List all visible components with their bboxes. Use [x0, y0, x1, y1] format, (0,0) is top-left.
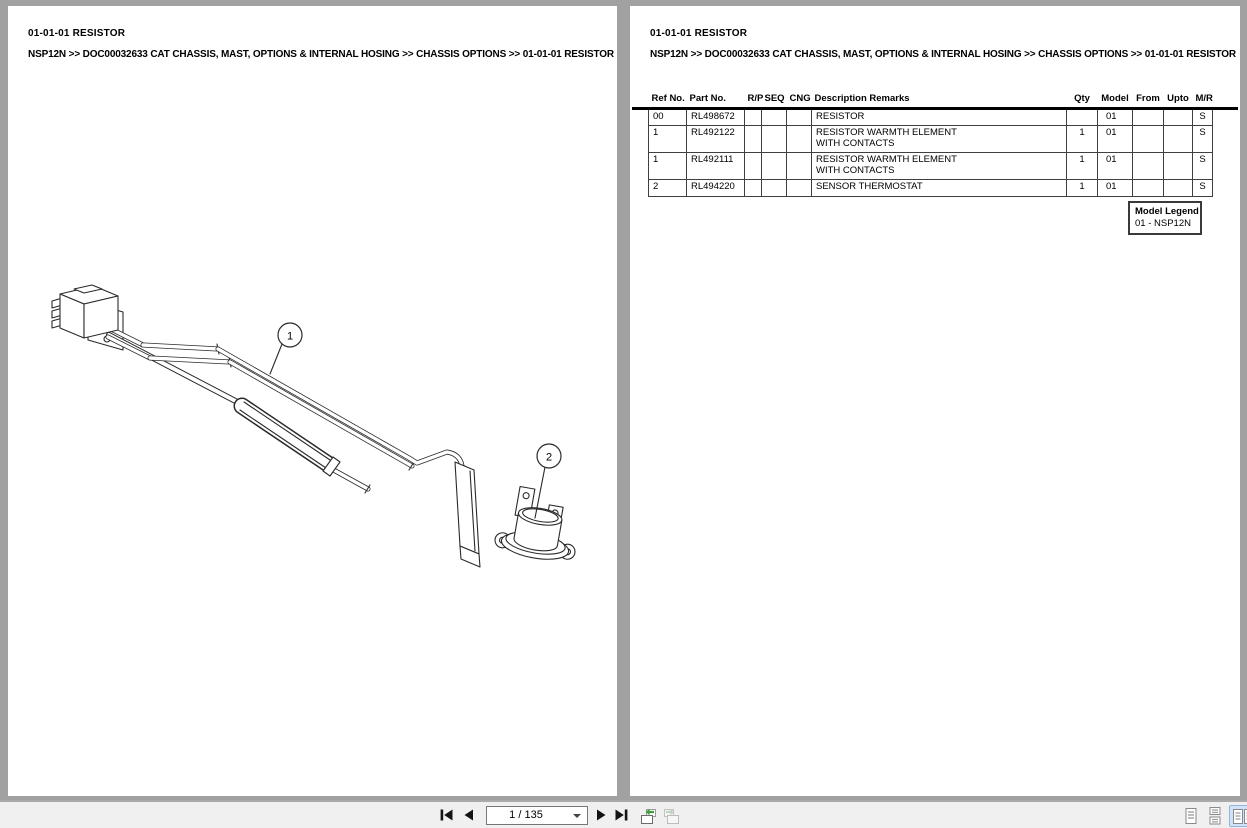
cell-part: RL494220 — [687, 180, 745, 197]
document-page-right — [630, 6, 1240, 796]
previous-view-icon — [638, 806, 658, 826]
first-page-icon — [437, 806, 455, 824]
next-page-icon — [592, 806, 610, 824]
cell-mr: S — [1193, 153, 1213, 180]
breadcrumb: NSP12N >> DOC00032633 CAT CHASSIS, MAST, OPTIONS & INTERNAL HOSING >> CHASSIS OPTIONS >> 01-01-01 RESISTOR — [28, 49, 614, 60]
cell-cng — [787, 153, 812, 180]
cell-mr: S — [1193, 109, 1213, 126]
cell-part: RL492122 — [687, 126, 745, 153]
previous-page-button[interactable] — [460, 806, 478, 824]
resistor-element-diagonal — [240, 402, 340, 476]
cell-from — [1133, 109, 1164, 126]
cell-cng — [787, 180, 812, 197]
col-header-ref: Ref No. — [651, 93, 685, 104]
next-view-icon — [662, 806, 682, 826]
cell-mr: S — [1193, 126, 1213, 153]
cell-model: 01 — [1098, 153, 1133, 180]
cell-model: 01 — [1098, 180, 1133, 197]
model-legend-entry: 01 - NSP12N — [1135, 217, 1191, 229]
model-legend-box — [1128, 201, 1202, 235]
cell-cng — [787, 126, 812, 153]
cell-seq — [762, 109, 787, 126]
connector-body — [60, 285, 118, 338]
cell-qty: 1 — [1067, 153, 1098, 180]
parts-diagram — [8, 6, 617, 796]
table-row[interactable] — [649, 109, 1213, 126]
cell-qty: 1 — [1067, 180, 1098, 197]
last-page-button[interactable] — [613, 806, 631, 824]
chevron-down-icon[interactable] — [573, 814, 581, 818]
cell-ref: 1 — [649, 153, 687, 180]
previous-view-button[interactable] — [638, 806, 658, 824]
callout-1-label: 1 — [286, 330, 294, 343]
col-header-seq: SEQ — [764, 93, 785, 104]
cell-model: 01 — [1098, 109, 1133, 126]
col-header-upto: Upto — [1167, 93, 1189, 104]
cell-rp — [745, 180, 762, 197]
continuous-layout-icon — [1207, 807, 1223, 825]
first-page-button[interactable] — [437, 806, 455, 824]
col-header-from: From — [1136, 93, 1160, 104]
cell-description: RESISTOR WARMTH ELEMENT WITH CONTACTS — [812, 153, 1067, 180]
single-page-layout-icon — [1183, 807, 1199, 825]
cell-rp — [745, 109, 762, 126]
cell-upto — [1164, 153, 1193, 180]
cell-model: 01 — [1098, 126, 1133, 153]
callout-2-label: 2 — [545, 451, 553, 464]
cell-part: RL492111 — [687, 153, 745, 180]
table-row[interactable] — [649, 153, 1213, 180]
cell-from — [1133, 180, 1164, 197]
cell-ref: 1 — [649, 126, 687, 153]
continuous-layout-button[interactable] — [1205, 805, 1225, 827]
table-row[interactable] — [649, 126, 1213, 153]
next-view-button[interactable] — [662, 806, 682, 824]
cell-qty — [1067, 109, 1098, 126]
cell-cng — [787, 109, 812, 126]
page-title: 01-01-01 RESISTOR — [650, 28, 748, 39]
cell-mr: S — [1193, 180, 1213, 197]
cell-ref: 00 — [649, 109, 687, 126]
breadcrumb: NSP12N >> DOC00032633 CAT CHASSIS, MAST, OPTIONS & INTERNAL HOSING >> CHASSIS OPTIONS >> 01-01-01 RESISTOR — [650, 49, 1236, 60]
cell-ref: 2 — [649, 180, 687, 197]
facing-pages-layout-button[interactable] — [1229, 805, 1247, 827]
cell-from — [1133, 153, 1164, 180]
single-page-layout-button[interactable] — [1181, 805, 1201, 827]
cell-description: SENSOR THERMOSTAT — [812, 180, 1067, 197]
last-page-icon — [613, 806, 631, 824]
col-header-rp: R/P — [747, 93, 764, 104]
page-title: 01-01-01 RESISTOR — [28, 28, 126, 39]
table-header-rule — [632, 107, 1238, 110]
cell-rp — [745, 126, 762, 153]
col-header-model: Model — [1101, 93, 1129, 104]
page-indicator: 1 / 135 — [509, 809, 543, 821]
cell-part: RL498672 — [687, 109, 745, 126]
callout-1[interactable] — [270, 323, 302, 374]
col-header-description: Description Remarks — [814, 93, 910, 104]
col-header-mr: M/R — [1195, 93, 1213, 104]
wire-harness — [105, 326, 465, 493]
bottom-toolbar — [0, 800, 1247, 828]
col-header-qty: Qty — [1074, 93, 1090, 104]
facing-pages-layout-icon — [1232, 808, 1247, 826]
cell-qty: 1 — [1067, 126, 1098, 153]
cell-seq — [762, 180, 787, 197]
cell-seq — [762, 153, 787, 180]
cell-description: RESISTOR WARMTH ELEMENT WITH CONTACTS — [812, 126, 1067, 153]
cell-from — [1133, 126, 1164, 153]
cell-upto — [1164, 126, 1193, 153]
cell-upto — [1164, 180, 1193, 197]
cell-upto — [1164, 109, 1193, 126]
cell-rp — [745, 153, 762, 180]
previous-page-icon — [460, 806, 478, 824]
document-page-left — [8, 6, 617, 796]
col-header-part: Part No. — [689, 93, 726, 104]
cell-description: RESISTOR — [812, 109, 1067, 126]
model-legend-title: Model Legend — [1135, 206, 1199, 217]
cell-seq — [762, 126, 787, 153]
resistor-element-vertical — [455, 462, 480, 567]
next-page-button[interactable] — [592, 806, 610, 824]
page-number-combobox[interactable] — [486, 806, 588, 825]
col-header-cng: CNG — [789, 93, 811, 104]
table-row[interactable] — [649, 180, 1213, 197]
